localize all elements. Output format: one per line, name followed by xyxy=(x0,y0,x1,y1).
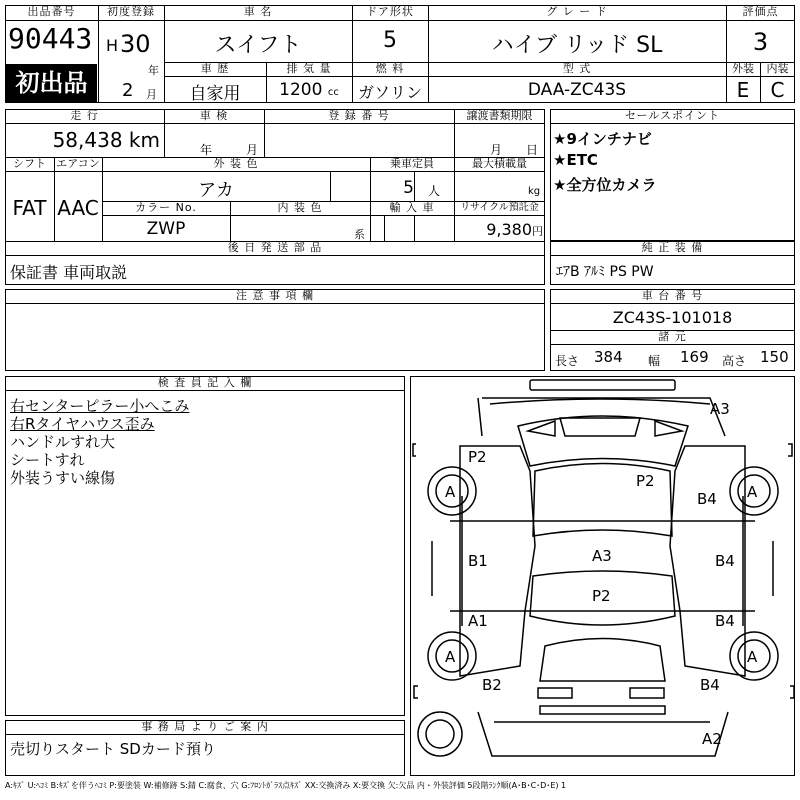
inspector-note-4: シートすれ xyxy=(10,451,85,469)
equipment: ｴｱB ｱﾙﾐ PS PW xyxy=(556,264,654,280)
interior-color-suffix: 系 xyxy=(354,228,365,241)
import-label: 輸 入 車 xyxy=(389,201,435,214)
diagram-mark: A xyxy=(445,483,456,501)
recycle-value: 9,380 xyxy=(486,220,532,239)
max-load-label: 最大積載量 xyxy=(472,157,527,170)
ac-label: エアコン xyxy=(56,157,100,170)
inspection-month-unit: 月 xyxy=(246,143,259,157)
diagram-mark: B4 xyxy=(700,676,720,694)
inspector-label: 検 査 員 記 入 欄 xyxy=(157,376,253,389)
car-name: スイフト xyxy=(214,33,302,58)
fuel-label: 燃 料 xyxy=(375,62,405,75)
inspection-label: 車 検 xyxy=(199,109,229,122)
diagram-mark: B4 xyxy=(715,612,735,630)
door-label: ドア形状 xyxy=(366,5,414,18)
sales-point-3: ★全方位カメラ xyxy=(553,176,657,194)
inspector-note-1: 右センターピラー小へこみ xyxy=(10,397,190,415)
transfer-month-unit: 月 xyxy=(490,143,503,157)
registration-month: 2 xyxy=(122,80,134,101)
month-unit: 月 xyxy=(146,88,157,101)
displacement-value: 1200 xyxy=(279,80,323,100)
office-label: 事 務 局 よ り ご 案 内 xyxy=(141,720,269,733)
diagram-mark: A1 xyxy=(468,612,488,630)
diagram-mark: A xyxy=(747,483,758,501)
door-count: 5 xyxy=(383,28,397,53)
exterior-color-label: 外 装 色 xyxy=(213,157,259,170)
registration-year: 30 xyxy=(120,30,151,58)
history-label: 車 歴 xyxy=(200,62,230,75)
sales-point-1: ★9インチナビ xyxy=(553,130,652,148)
dimensions-label: 諸 元 xyxy=(658,330,687,343)
office-message: 売切りスタート SDカード預り xyxy=(10,740,216,758)
diagram-mark: B2 xyxy=(482,676,502,694)
width-label: 幅 xyxy=(648,354,661,368)
diagram-mark: B1 xyxy=(468,552,488,570)
mileage xyxy=(5,128,160,152)
inspection-year-unit: 年 xyxy=(200,143,213,157)
exterior-grade-label: 外装 xyxy=(732,62,754,75)
grade: ハイブ リッド SL xyxy=(491,33,663,58)
length-label: 長さ xyxy=(555,354,580,368)
mileage-label: 走 行 xyxy=(70,109,99,122)
grade-label: グ レ ー ド xyxy=(546,5,608,18)
interior-color-label: 内 装 色 xyxy=(277,201,323,214)
score: 3 xyxy=(752,28,769,56)
shift-label: シフト xyxy=(13,157,46,170)
history: 自家用 xyxy=(189,84,241,104)
later-parts: 保証書 車両取説 xyxy=(10,263,128,282)
transfer-doc-label: 譲渡書類期限 xyxy=(466,109,533,122)
score-label: 評価点 xyxy=(742,5,779,18)
sales-points-label: セールスポイント xyxy=(624,109,720,122)
car-name-label: 車 名 xyxy=(243,5,273,18)
notes-label: 注 意 事 項 欄 xyxy=(236,289,314,302)
model-label: 型 式 xyxy=(562,62,592,75)
color-number: ZWP xyxy=(146,219,186,239)
recycle-unit: 円 xyxy=(532,225,543,238)
diagram-mark: P2 xyxy=(636,472,655,490)
recycle-label: リサイクル預託金 xyxy=(460,202,539,213)
capacity-unit: 人 xyxy=(428,184,441,198)
chassis-label: 車 台 番 号 xyxy=(641,289,704,302)
lot-number-label: 出品番号 xyxy=(27,5,76,18)
equipment-label: 純 正 装 備 xyxy=(641,241,704,254)
shift: FAT xyxy=(12,196,47,220)
later-parts-label: 後 日 発 送 部 品 xyxy=(227,241,323,254)
displacement xyxy=(266,80,352,100)
color-number-label: カラー No. xyxy=(135,201,197,214)
width: 169 xyxy=(680,348,709,366)
ac: AAC xyxy=(57,196,99,220)
diagram-mark: B4 xyxy=(715,552,735,570)
inspector-note-2: 右Rタイヤハウス歪み xyxy=(10,415,155,433)
diagram-mark: B4 xyxy=(697,490,717,508)
diagram-mark: P2 xyxy=(592,587,611,605)
exterior-grade: E xyxy=(736,78,750,102)
interior-grade-label: 内装 xyxy=(766,62,789,75)
diagram-mark: A xyxy=(747,648,758,666)
displacement-label: 排 気 量 xyxy=(286,62,332,75)
mileage-value: 58,438 xyxy=(52,128,123,152)
diagram-mark: A3 xyxy=(592,547,612,565)
diagram-mark: A2 xyxy=(702,730,722,748)
plate-label: 登 録 番 号 xyxy=(328,109,390,122)
sales-point-2: ★ETC xyxy=(553,151,598,169)
recycle-amount xyxy=(454,220,543,239)
interior-grade: C xyxy=(770,78,785,102)
legend: A:ｷｽﾞ U:ﾍｺﾐ B:ｷｽﾞを伴うﾍｺﾐ P:要塗装 W:補修跡 S:錆 C:腐食、穴 G:ﾌﾛﾝﾄｶﾞﾗｽ点ｷｽﾞ XX:交換済み X:要交換 欠:欠品 内・外装評価 5段階ﾗﾝｸ順(A･B･C･D･E) 1 xyxy=(5,781,567,790)
max-load-unit: kg xyxy=(528,186,541,197)
height: 150 xyxy=(760,348,789,366)
first-registration-label: 初度登録 xyxy=(107,5,155,18)
capacity: 5 xyxy=(403,178,414,198)
first-listing-badge: 初出品 xyxy=(6,64,97,102)
model-code: DAA-ZC43S xyxy=(527,80,627,100)
lot-number: 90443 xyxy=(8,22,93,55)
fuel: ガソリン xyxy=(357,83,422,102)
displacement-unit: cc xyxy=(327,87,339,98)
length: 384 xyxy=(594,348,623,366)
car-outline-diagram xyxy=(410,376,795,776)
height-label: 高さ xyxy=(722,354,747,368)
diagram-mark: P2 xyxy=(468,448,487,466)
transfer-day-unit: 日 xyxy=(526,143,539,157)
era-letter: H xyxy=(106,36,119,55)
mileage-unit: km xyxy=(128,128,160,152)
diagram-mark: A xyxy=(445,648,456,666)
year-unit: 年 xyxy=(148,64,159,77)
inspector-note-3: ハンドルすれ大 xyxy=(10,433,116,451)
chassis-number: ZC43S-101018 xyxy=(612,308,733,327)
diagram-mark: A3 xyxy=(710,400,730,418)
inspector-note-5: 外装うすい線傷 xyxy=(10,469,116,487)
exterior-color: アカ xyxy=(198,180,234,201)
capacity-label: 乗車定員 xyxy=(390,157,434,170)
